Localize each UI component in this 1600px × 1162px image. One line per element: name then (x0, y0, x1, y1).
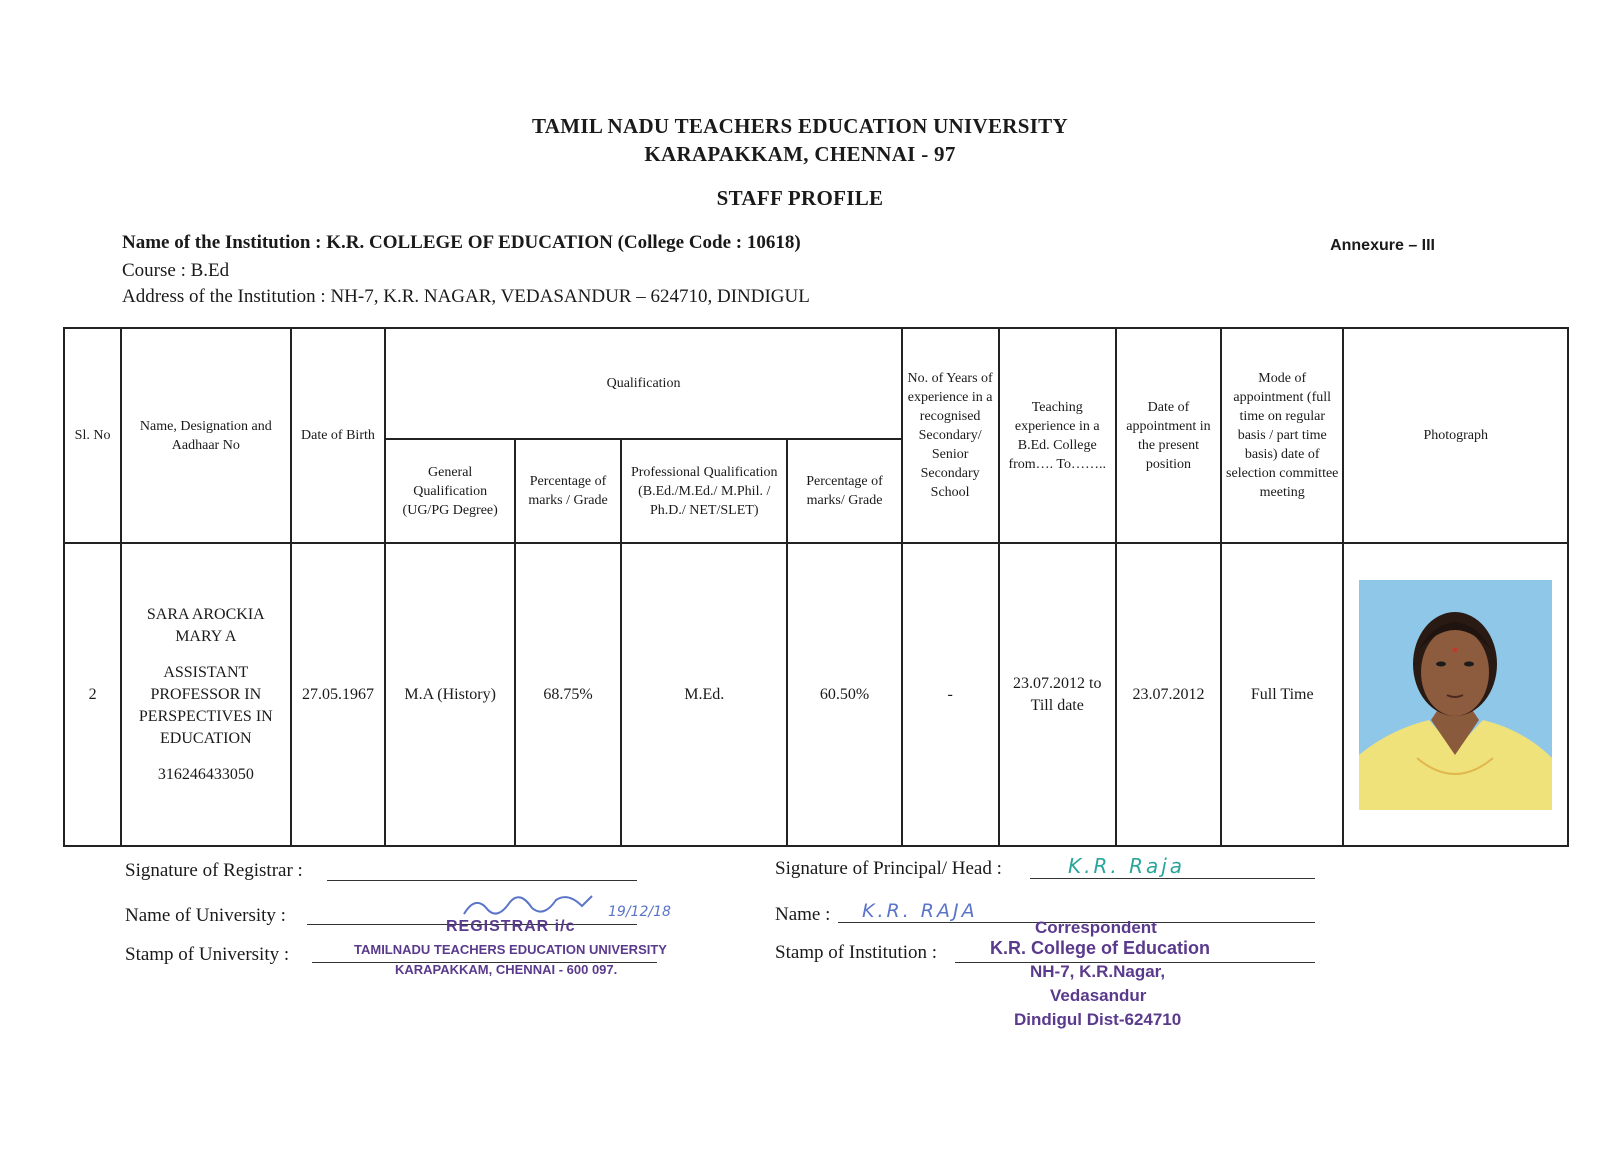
institution-stamp-label: Stamp of Institution : (775, 942, 938, 963)
header-experience-school: No. of Years of experience in a recognised Secondary/ Senior Secondary School (902, 328, 999, 543)
portrait-image (1359, 580, 1552, 810)
cell-sl-no: 2 (64, 543, 121, 846)
institution-stamp-district: Dindigul Dist-624710 (1014, 1010, 1182, 1029)
header-dob: Date of Birth (291, 328, 386, 543)
institution-name: Name of the Institution : K.R. COLLEGE OF EDUCATION (College Code : 10618) (122, 232, 801, 253)
institution-address: Address of the Institution : NH-7, K.R. NAGAR, VEDASANDUR – 624710, DINDIGUL (122, 286, 810, 307)
university-stamp-line1: TAMILNADU TEACHERS EDUCATION UNIVERSITY (354, 942, 667, 957)
header-name: Name, Designation and Aadhaar No (121, 328, 290, 543)
header-professional-qualification: Professional Qualification (B.Ed./M.Ed./ M.Phil. / Ph.D./ NET/SLET) (621, 439, 787, 543)
header-photograph: Photograph (1343, 328, 1568, 543)
principal-handwritten-signature: K.R. Raja (1068, 854, 1186, 878)
registrar-signature-line (327, 880, 637, 881)
staff-profile-table (63, 327, 1569, 847)
cell-teaching-experience: 23.07.2012 to Till date (999, 543, 1116, 846)
header-percentage-general: Percentage of marks / Grade (515, 439, 621, 543)
university-name: TAMIL NADU TEACHERS EDUCATION UNIVERSITY (532, 114, 1068, 138)
header-general-qualification: General Qualification (UG/PG Degree) (385, 439, 515, 543)
cell-professional-qualification: M.Ed. (621, 543, 787, 846)
principal-name-label: Name : (775, 904, 831, 925)
cell-general-qualification: M.A (History) (385, 543, 515, 846)
university-name-label: Name of University : (125, 905, 286, 926)
header-sl-no: Sl. No (64, 328, 121, 543)
registrar-sign-date: 19/12/18 (608, 904, 671, 920)
header-appointment-date: Date of appointment in the present position (1116, 328, 1221, 543)
table-row (64, 543, 1568, 846)
institution-stamp-designation: Correspondent (1035, 918, 1157, 937)
cell-photograph (1343, 543, 1568, 846)
principal-signature-label: Signature of Principal/ Head : (775, 858, 1002, 879)
cell-appointment-date: 23.07.2012 (1116, 543, 1221, 846)
principal-name-value: K.R. RAJA (862, 900, 978, 922)
cell-percentage-professional: 60.50% (787, 543, 901, 846)
cell-appointment-mode: Full Time (1221, 543, 1343, 846)
registrar-signature-label: Signature of Registrar : (125, 860, 303, 881)
header-qualification: Qualification (385, 328, 901, 439)
cell-experience-school: - (902, 543, 999, 846)
university-stamp-line2: KARAPAKKAM, CHENNAI - 600 097. (395, 962, 618, 977)
header-percentage-professional: Percentage of marks/ Grade (787, 439, 901, 543)
staff-name: SARA AROCKIA MARY A (146, 605, 265, 645)
staff-designation: ASSISTANT PROFESSOR IN PERSPECTIVES IN EDUCATION (138, 663, 273, 747)
header-row-1 (64, 328, 1568, 439)
cell-percentage-general: 68.75% (515, 543, 621, 846)
cell-dob: 27.05.1967 (291, 543, 386, 846)
university-stamp-label: Stamp of University : (125, 944, 290, 965)
institution-stamp-town: Vedasandur (1050, 986, 1147, 1005)
staff-aadhaar: 316246433050 (157, 765, 254, 783)
header-appointment-mode: Mode of appointment (full time on regular basis / part time basis) date of selection committee meeting (1221, 328, 1343, 543)
header-teaching-experience: Teaching experience in a B.Ed. College from…. To…….. (999, 328, 1116, 543)
institution-stamp-college: K.R. College of Education (990, 938, 1211, 958)
cell-name-designation (121, 543, 290, 846)
annexure-label: Annexure – III (1330, 237, 1435, 254)
course-line: Course : B.Ed (122, 260, 230, 281)
principal-signature-line (1030, 878, 1315, 879)
university-address: KARAPAKKAM, CHENNAI - 97 (644, 142, 956, 166)
staff-photo (1359, 580, 1552, 810)
institution-stamp-address: NH-7, K.R.Nagar, (1030, 962, 1166, 981)
registrar-stamp-title: REGISTRAR i/c (446, 918, 576, 935)
form-title: STAFF PROFILE (716, 186, 884, 210)
